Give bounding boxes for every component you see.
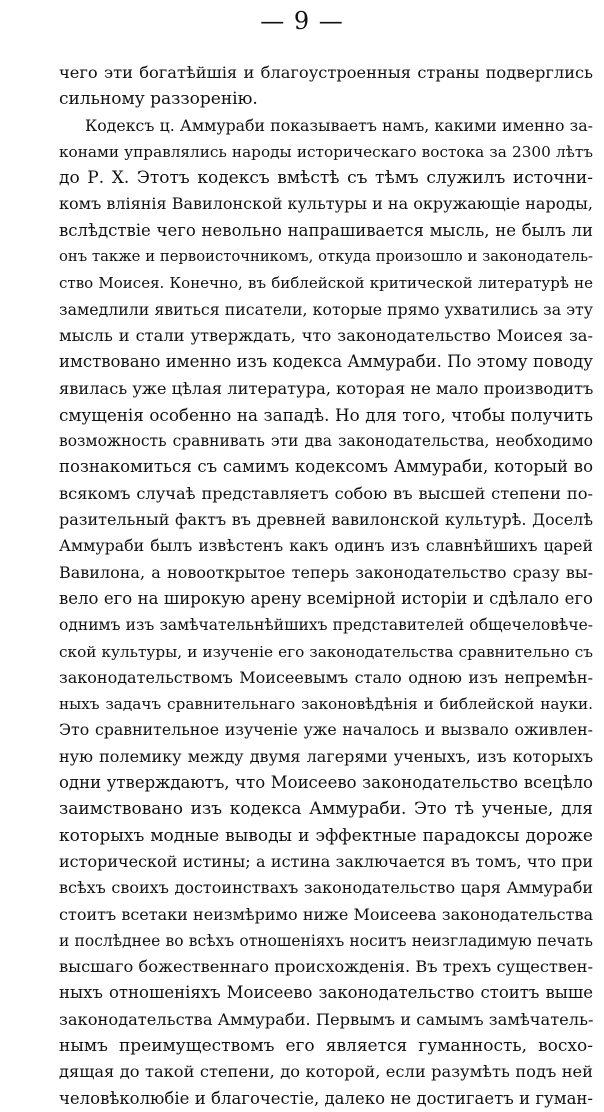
- text-line: всѣхъ своихъ достоинствахъ законодательство царя Аммураби: [59, 878, 593, 898]
- text-line: смущенія особенно на западѣ. Но для того, чтобы получить: [59, 404, 593, 425]
- text-line: комъ вліянія Вавилонской культуры и на окружающіе народы,: [59, 194, 593, 214]
- text-line: явилась уже цѣлая литература, которая не мало производитъ: [59, 378, 593, 398]
- text-line: ство Моисея. Конечно, въ библейской критической литературѣ не: [59, 274, 593, 293]
- text-line: однимъ изъ замѣчательнѣйшихъ представителей общечеловѣче-: [59, 616, 593, 635]
- text-line: высшаго божественнаго происхожденія. Въ трехъ существен-: [59, 957, 593, 977]
- text-line: и послѣднее во всѣхъ отношеніяхъ носитъ неизгладимую печать: [59, 931, 593, 950]
- text-line: чего эти богатѣйшія и благоустроенныя страны подверглись: [59, 63, 593, 82]
- text-line: мысль и стали утверждать, что законодательство Моисея за-: [59, 325, 593, 345]
- text-line: до Р. Х. Этотъ кодексъ вмѣстѣ съ тѣмъ служилъ источни-: [59, 168, 593, 189]
- text-line: законодательства Аммураби. Первымъ и самымъ замѣчатель-: [59, 1009, 593, 1029]
- text-line: вело его на широкую арену всемірной исторіи и сдѣлало его: [59, 588, 593, 608]
- text-line: Аммураби былъ извѣстенъ какъ одинъ изъ славнѣйшихъ царей: [59, 536, 593, 556]
- text-line: которыхъ модные выводы и эффектные парадоксы дороже: [59, 825, 593, 846]
- text-line: познакомиться съ самимъ кодексомъ Аммураби, который во: [59, 457, 593, 477]
- page-number: — 9 —: [260, 7, 344, 35]
- text-line: замедлили явиться писатели, которые прямо ухватились за эту: [59, 299, 593, 319]
- text-line: нымъ преимуществомъ его является гуманность, восхо-: [59, 1035, 593, 1056]
- text-line: возможность сравнивать эти два законодательства, необходимо: [59, 432, 593, 451]
- text-line: человѣколюбіе и благочестіе, далеко не достигаетъ и гуман-: [59, 1088, 593, 1108]
- text-line: ныхъ задачъ сравнительнаго законовѣдѣнія и библейской науки.: [59, 695, 593, 714]
- text-line: разительный фактъ въ древней вавилонской культурѣ. Доселѣ: [59, 510, 593, 530]
- body-text: [59, 60, 593, 1112]
- text-line: законодательствомъ Моисеевымъ стало одною изъ непремѣн-: [59, 667, 593, 687]
- text-line: Это сравнительное изученіе уже началось и вызвало оживлен-: [59, 720, 593, 740]
- text-line: ской культуры, и изученіе его законодательства сравнительно съ: [59, 642, 593, 661]
- text-line: одни утверждаютъ, что Моисеево законодательство всецѣло: [59, 773, 593, 793]
- text-line: заимствовано изъ кодекса Аммураби. Это тѣ ученые, для: [59, 799, 593, 820]
- text-line: всякомъ случаѣ представляетъ собою въ высшей степени по-: [59, 483, 593, 503]
- text-line: имствовано именно изъ кодекса Аммураби. По этому поводу: [59, 352, 593, 372]
- text-line: конами управлялись народы историческаго востока за 2300 лѣтъ: [59, 142, 593, 161]
- text-line: Вавилона, а новооткрытое теперь законодательство сразу вы-: [59, 562, 593, 582]
- text-line: стоитъ всетаки неизмѣримо ниже Моисеева законодательства: [59, 904, 593, 924]
- text-line: вслѣдствіе чего невольно напрашивается мысль, не былъ ли: [59, 220, 593, 240]
- text-line: исторической истины; а истина заключается въ томъ, что при: [59, 851, 593, 871]
- text-line: ныхъ отношеніяхъ Моисеево законодательство стоитъ выше: [59, 983, 593, 1003]
- paragraph-start-line: Кодексъ ц. Аммураби показываетъ намъ, какими именно за-: [85, 115, 593, 135]
- text-line: дящая до такой степени, до которой, если разумѣть подъ ней: [59, 1062, 593, 1082]
- text-line: ную полемику между двумя лагерями ученыхъ, изъ которыхъ: [59, 746, 593, 766]
- text-line: сильному раззоренію.: [59, 89, 258, 110]
- text-line: онъ также и первоисточникомъ, откуда произошло и законодатель-: [59, 248, 593, 266]
